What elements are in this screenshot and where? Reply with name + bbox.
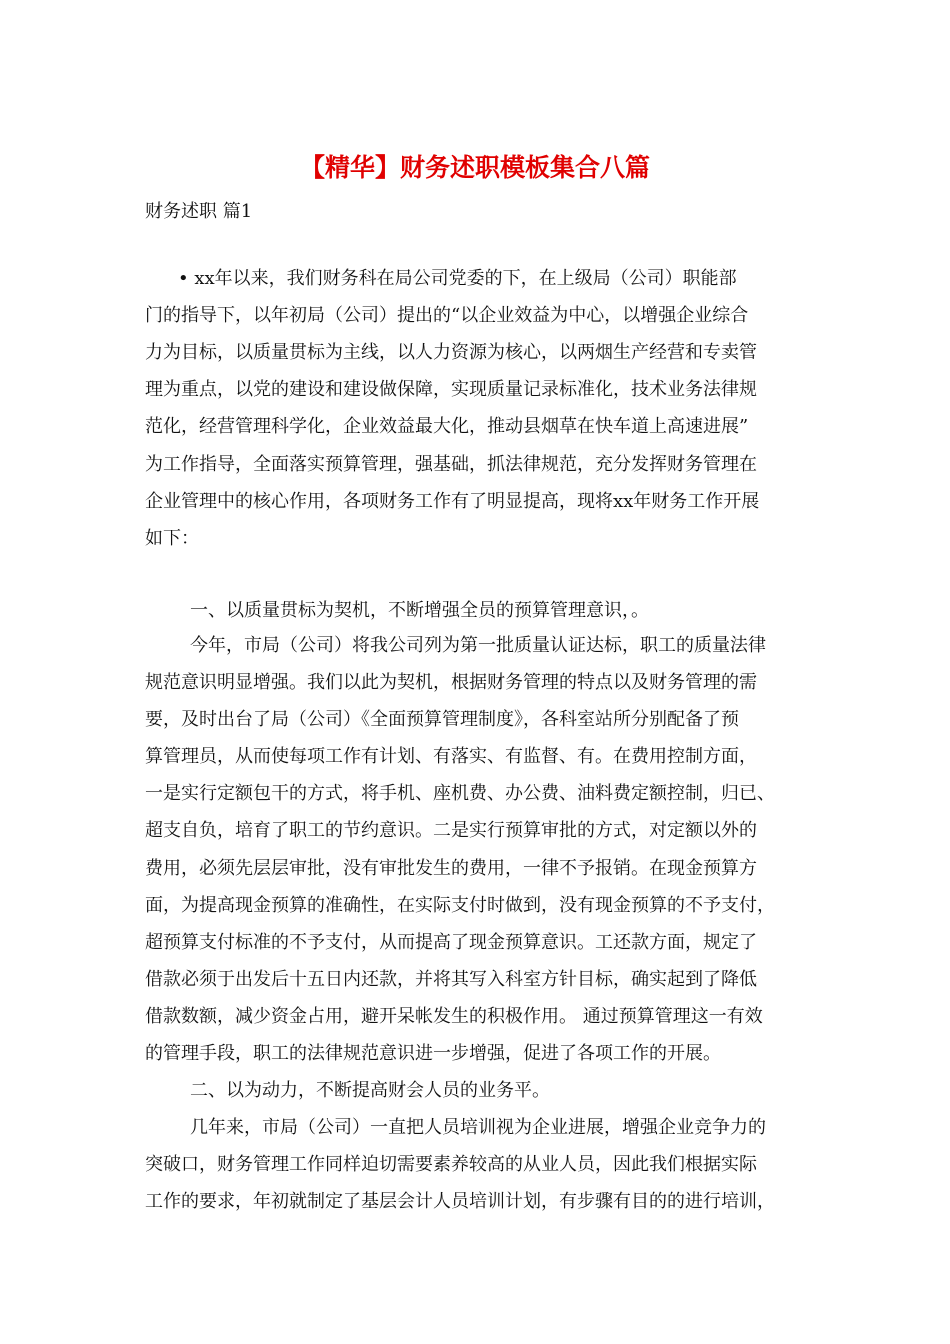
- section-heading: 一、以质量贯标为契机，不断增强全员的预算管理意识，。: [190, 600, 649, 621]
- paragraph-line: 为工作指导，全面落实预算管理，强基础，抓法律规范，充分发挥财务管理在: [145, 454, 757, 475]
- paragraph-line: 范化，经营管理科学化，企业效益最大化，推动县烟草在快车道上高速进展”: [145, 416, 749, 437]
- paragraph-line: 企业管理中的核心作用，各项财务工作有了明显提高，现将xx年财务工作开展: [145, 491, 760, 512]
- paragraph-line: 理为重点，以党的建设和建设做保障，实现质量记录标准化，技术业务法律规: [145, 379, 757, 400]
- paragraph-line: 力为目标，以质量贯标为主线，以人力资源为核心，以两烟生产经营和专卖管: [145, 342, 757, 363]
- paragraph-line: 工作的要求，年初就制定了基层会计人员培训计划，有步骤有目的的进行培训，: [145, 1191, 775, 1212]
- section-heading: 二、以为动力，不断提高财会人员的业务平。: [190, 1080, 550, 1101]
- paragraph-line: 门的指导下，以年初局（公司）提出的“以企业效益为中心，以增强企业综合: [145, 305, 749, 326]
- document-title: 【精华】财务述职模板集合八篇: [299, 153, 650, 182]
- paragraph-line: 借款数额，减少资金占用，避开呆帐发生的积极作用。 通过预算管理这一有效: [145, 1006, 763, 1027]
- paragraph-line: 费用，必须先层层审批，没有审批发生的费用，一律不予报销。在现金预算方: [145, 858, 757, 879]
- paragraph-line: 超支自负，培育了职工的节约意识。二是实行预算审批的方式，对定额以外的: [145, 820, 757, 841]
- paragraph-line: 规范意识明显增强。我们以此为契机，根据财务管理的特点以及财务管理的需: [145, 672, 757, 693]
- paragraph-line: 借款必须于出发后十五日内还款，并将其写入科室方针目标，确实起到了降低: [145, 969, 757, 990]
- paragraph-line: 今年，市局（公司）将我公司列为第一批质量认证达标，职工的质量法律: [190, 635, 766, 656]
- paragraph-line: 突破口，财务管理工作同样迫切需要素养较高的从业人员，因此我们根据实际: [145, 1154, 757, 1175]
- paragraph-line: 几年来，市局（公司）一直把人员培训视为企业进展，增强企业竞争力的: [190, 1117, 766, 1138]
- paragraph-line: 超预算支付标准的不予支付，从而提高了现金预算意识。工还款方面，规定了: [145, 932, 757, 953]
- paragraph-line: 要，及时出台了局（公司）《全面预算管理制度》，各科室站所分别配备了预: [145, 709, 739, 730]
- paragraph-line: 面，为提高现金预算的准确性，在实际支付时做到，没有现金预算的不予支付，: [145, 895, 775, 916]
- paragraph-line: 如下：: [145, 528, 199, 549]
- paragraph-line: 的管理手段，职工的法律规范意识进一步增强，促进了各项工作的开展。: [145, 1043, 721, 1064]
- section-heading: 财务述职 篇1: [145, 201, 253, 222]
- paragraph-line: 一是实行定额包干的方式，将手机、座机费、办公费、油料费定额控制，归已、: [145, 783, 775, 804]
- paragraph-line: 算管理员，从而使每项工作有计划、有落实、有监督、有。在费用控制方面，: [145, 746, 757, 767]
- paragraph-line: • xx年以来，我们财务科在局公司党委的下，在上级局（公司）职能部: [178, 268, 737, 289]
